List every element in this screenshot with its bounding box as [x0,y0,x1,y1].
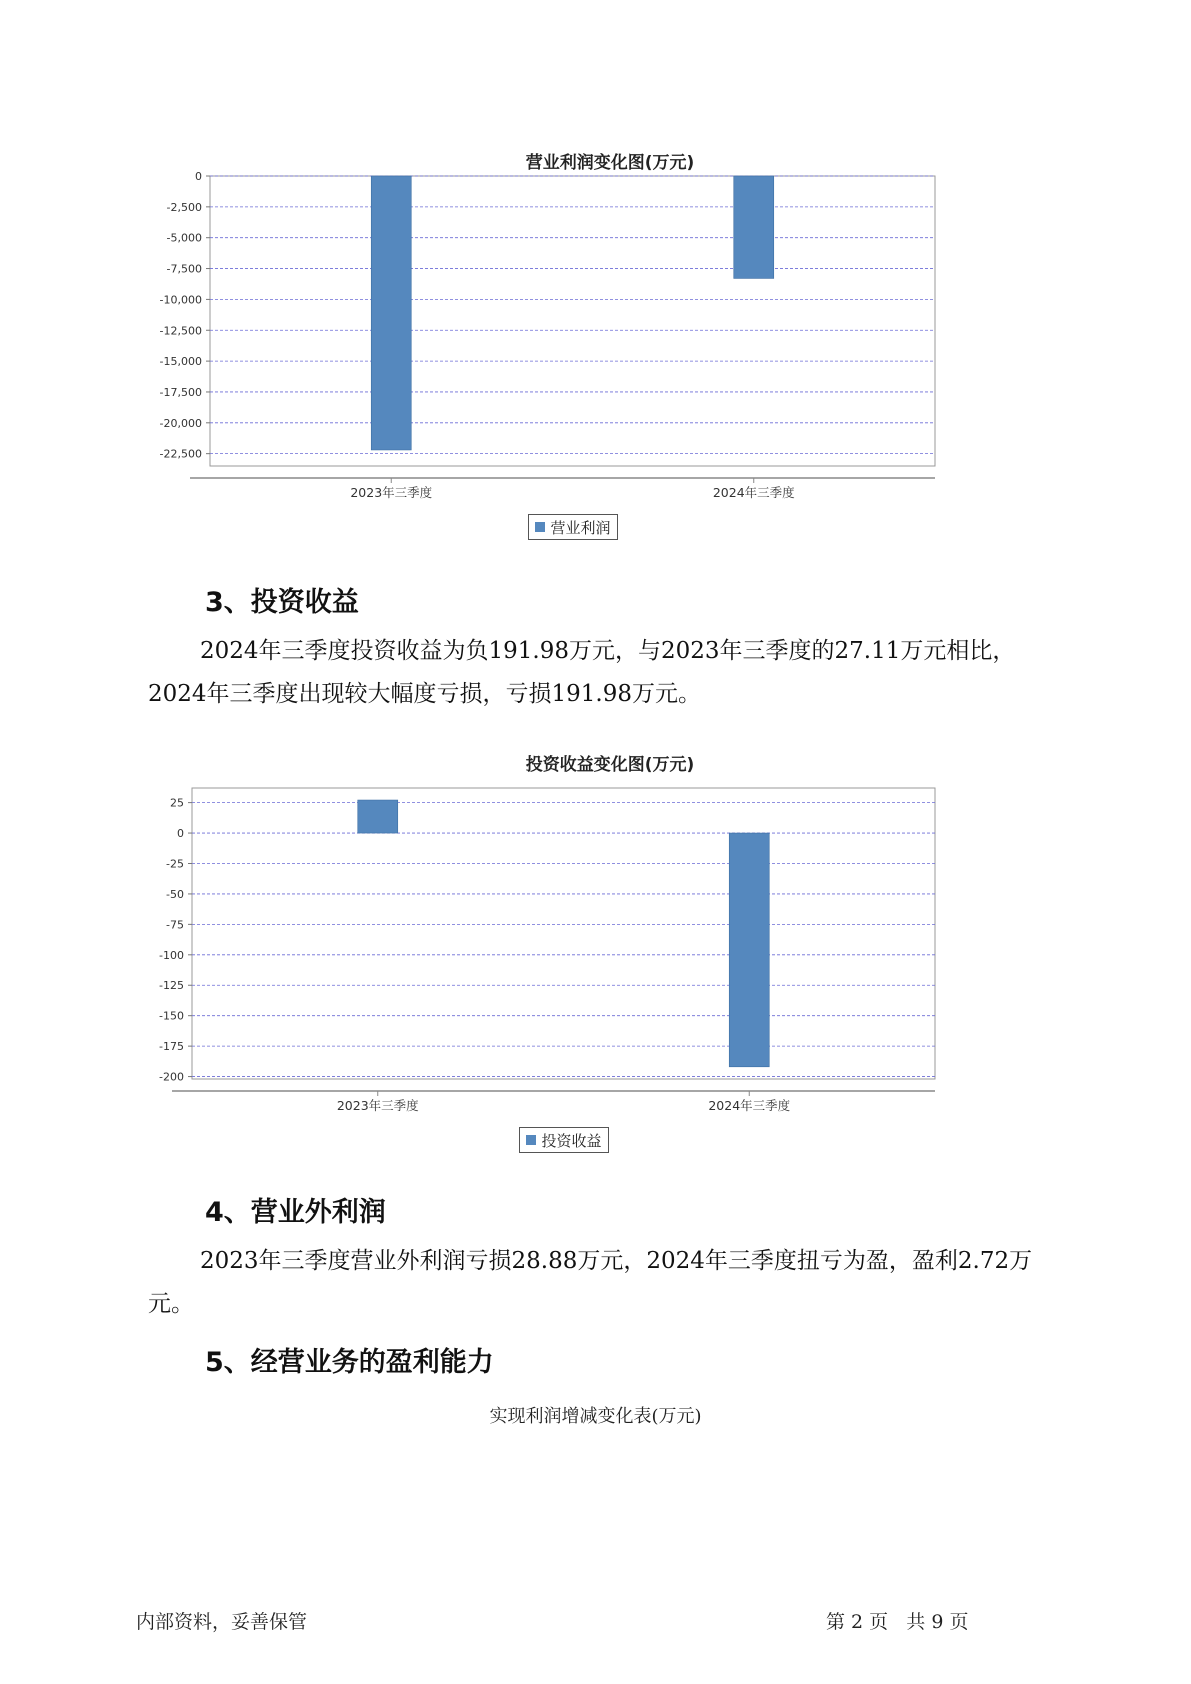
chart-title: 投资收益变化图(万元) [525,755,695,775]
legend-label: 营业利润 [550,518,611,537]
legend-label: 投资收益 [541,1131,602,1150]
y-tick-label: -25 [166,857,184,871]
y-tick-label: -15,000 [159,355,202,369]
footer-left: 内部资料，妥善保管 [136,1611,308,1633]
bar [729,833,769,1067]
plot-area [192,788,935,1079]
legend-swatch [526,1135,536,1145]
legend-swatch [535,522,545,532]
y-tick-label: -20,000 [159,416,202,430]
y-tick-label: 0 [177,827,184,841]
y-tick-label: 25 [170,796,184,810]
y-tick-label: -17,500 [159,385,202,399]
y-tick-label: -2,500 [166,200,202,214]
section-paragraph-non-operating-profit [148,1240,1063,1326]
paragraph-text: 2024年三季度投资收益为负191.98万元，与2023年三季度的27.11万元相比，2024年三季度出现较大幅度亏损，亏损191.98万元。 [148,638,1016,707]
y-tick-label: -75 [166,918,184,932]
bar [371,176,411,450]
bar [734,176,774,278]
y-tick-label: -175 [159,1040,184,1054]
y-tick-label: 0 [195,170,202,183]
section-heading-investment-income: 3、投资收益 [205,587,359,618]
bar [358,800,398,833]
x-tick-label: 2023年三季度 [350,485,433,500]
y-tick-label: -7,500 [166,262,202,276]
table-caption: 实现利润增减变化表(万元) [489,1406,702,1427]
y-tick-label: -10,000 [159,293,202,307]
footer-page-number: 第 2 页 共 9 页 [826,1611,969,1633]
y-tick-label: -12,500 [159,324,202,338]
y-tick-label: -22,500 [159,447,202,461]
operating-profit-chart [150,140,1070,560]
y-tick-label: -150 [159,1009,184,1023]
y-tick-label: -100 [159,948,184,962]
paragraph-text: 2023年三季度营业外利润亏损28.88万元，2024年三季度扭亏为盈，盈利2.72万元。 [148,1248,1033,1317]
x-tick-label: 2023年三季度 [336,1098,419,1113]
x-tick-label: 2024年三季度 [708,1098,791,1113]
chart-title: 营业利润变化图(万元) [525,153,695,173]
y-tick-label: -5,000 [166,231,202,245]
y-tick-label: -125 [159,979,184,993]
chart-legend [519,1127,609,1153]
section-paragraph-investment-income [148,630,1063,716]
chart-plot [150,168,1070,548]
x-tick-label: 2024年三季度 [712,485,795,500]
y-tick-label: -50 [166,887,184,901]
y-tick-label: -200 [159,1070,184,1084]
section-heading-non-operating-profit: 4、营业外利润 [205,1197,386,1228]
investment-income-chart [150,750,1070,1170]
chart-plot [150,778,1070,1158]
chart-legend [528,514,618,540]
section-heading-business-profitability: 5、经营业务的盈利能力 [205,1347,494,1378]
